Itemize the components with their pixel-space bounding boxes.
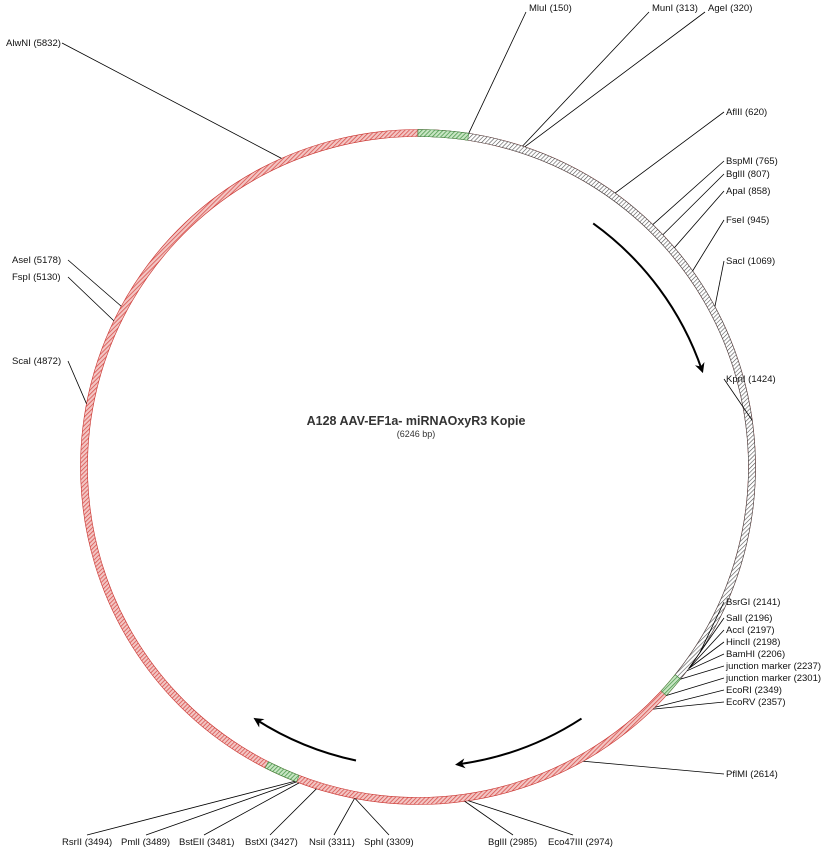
site-scai: [12, 356, 86, 404]
site-label: RsrII (3494): [62, 837, 113, 848]
site-label: BglII (2985): [488, 837, 538, 848]
site-label: EcoRV (2357): [726, 697, 786, 708]
site-label: BglII (807): [726, 169, 770, 180]
site-label: SacI (1069): [726, 256, 776, 267]
marker-bottom: [265, 762, 299, 782]
site-label: SphI (3309): [364, 837, 414, 848]
site-label: PmlI (3489): [121, 837, 171, 848]
site-leader-line: [355, 799, 389, 835]
arrow-right: [593, 223, 702, 370]
site-label: HincII (2198): [726, 637, 781, 648]
feature-arrows: [256, 223, 702, 764]
site-label: MunI (313): [652, 3, 698, 14]
site-label: junction marker (2237): [726, 661, 822, 672]
site-leader-line: [693, 220, 724, 271]
site-label: KpnI (1424): [726, 374, 776, 385]
site-label: AflII (620): [726, 107, 768, 118]
insert-segment: [418, 130, 756, 680]
site-leader-line: [468, 801, 573, 835]
site-leader-line: [204, 783, 299, 835]
site-leader-line: [615, 112, 724, 193]
site-label: FseI (945): [726, 215, 770, 226]
site-bglii-2985: [465, 801, 537, 848]
site-sphi: [355, 799, 413, 848]
site-label: NsiI (3311): [309, 837, 355, 848]
site-label: AgeI (320): [708, 3, 753, 14]
site-fspi: [12, 272, 114, 321]
site-nsii: [309, 798, 355, 848]
site-leader-line: [653, 702, 724, 709]
site-pflmi: [583, 761, 777, 780]
site-label: BsrGI (2141): [726, 597, 781, 608]
site-agei: [525, 3, 753, 147]
site-aflii: [615, 107, 767, 193]
site-label: BamHI (2206): [726, 649, 786, 660]
site-label: EcoRI (2349): [726, 685, 782, 696]
site-leader-line: [68, 260, 121, 306]
feature-segments: [265, 130, 755, 782]
site-leader-line: [525, 12, 705, 147]
site-label: ApaI (858): [726, 186, 771, 197]
site-leader-line: [68, 277, 114, 321]
site-label: SalI (2196): [726, 613, 773, 624]
site-label: FspI (5130): [12, 272, 61, 283]
site-label: PflMI (2614): [726, 769, 778, 780]
site-saci: [715, 256, 775, 307]
site-label: BstEII (3481): [179, 837, 235, 848]
site-leader-line: [270, 789, 316, 835]
arrow-bottom-right: [458, 719, 581, 765]
plasmid-length: (6246 bp): [396, 429, 436, 439]
site-label: BspMI (765): [726, 156, 778, 167]
site-label: BstXI (3427): [245, 837, 298, 848]
site-label: ScaI (4872): [12, 356, 62, 367]
site-leader-line: [469, 12, 526, 133]
site-muni: [523, 3, 698, 146]
site-label: junction marker (2301): [726, 673, 822, 684]
site-leader-line: [583, 761, 724, 774]
site-label: AseI (5178): [12, 255, 62, 266]
site-label: AccI (2197): [726, 625, 775, 636]
marker-top: [418, 130, 469, 141]
site-leader-line: [653, 161, 724, 225]
site-alwni: [6, 38, 281, 158]
site-leader-line: [715, 261, 724, 307]
arrow-bottom-left: [256, 720, 356, 761]
site-mlui: [469, 3, 572, 133]
site-leader-line: [62, 43, 281, 158]
site-leader-line: [68, 361, 86, 404]
site-label: MluI (150): [529, 3, 572, 14]
site-leader-line: [465, 801, 513, 835]
site-label: Eco47III (2974): [548, 837, 613, 848]
site-label: AlwNI (5832): [6, 38, 61, 49]
site-bstxi: [245, 789, 316, 848]
site-leader-line: [87, 781, 295, 835]
plasmid-name: A128 AAV-EF1a- miRNAOxyR3 Kopie: [306, 414, 526, 428]
site-leader-line: [689, 618, 724, 668]
site-leader-line: [523, 12, 649, 146]
site-leader-line: [674, 191, 724, 248]
site-leader-line: [146, 782, 297, 835]
site-leader-line: [334, 798, 355, 835]
